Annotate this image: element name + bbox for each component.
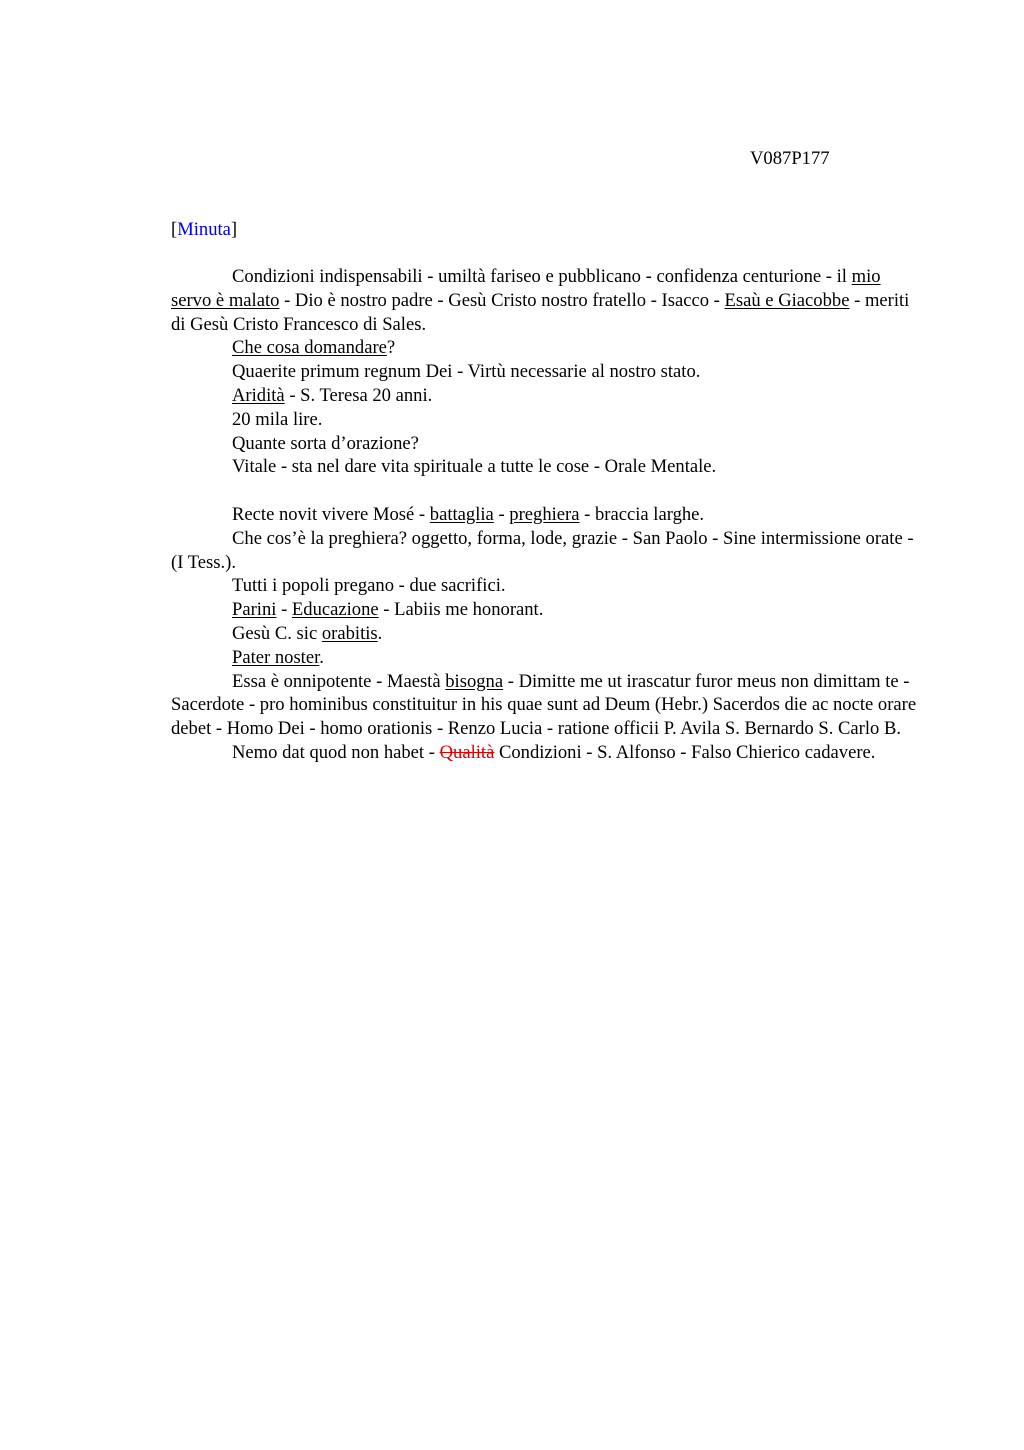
text-segment: - meriti di Gesù Cristo Francesco di Sales. xyxy=(171,289,910,335)
underlined-text: mio servo è malato xyxy=(171,266,881,311)
underlined-text: Che cosa domandare xyxy=(232,337,387,359)
text-segment: . xyxy=(377,622,383,644)
text-segment: ? xyxy=(386,337,396,359)
underlined-text: Aridità xyxy=(232,384,285,406)
text-segment: - Dio è nostro padre - Gesù Cristo nostro fratello - Isacco - xyxy=(279,289,725,311)
text-segment: Recte novit vivere Mosé - xyxy=(232,503,430,525)
text-segment: - braccia larghe. xyxy=(579,503,705,525)
text-segment: - S. Teresa 20 anni. xyxy=(284,384,433,406)
text-segment: - xyxy=(276,599,292,621)
document-body xyxy=(171,265,921,765)
line-tutti-i-popoli: Tutti i popoli pregano - due sacrifici. xyxy=(232,575,506,597)
line-quante-sorta: Quante sorta d’orazione? xyxy=(232,432,419,454)
text-segment: Condizioni - S. Alfonso - Falso Chierico cadavere. xyxy=(494,741,876,763)
paragraph-nemo-dat xyxy=(171,741,921,765)
text-segment: . xyxy=(319,646,324,668)
line-gesu-orabitis xyxy=(171,622,921,646)
line-che-cosa-domandare xyxy=(171,336,921,360)
line-20-mila-lire: 20 mila lire. xyxy=(232,408,323,430)
text-segment: Nemo dat quod non habet - xyxy=(232,741,440,763)
page-id: V087P177 xyxy=(750,148,830,169)
underlined-text: Parini xyxy=(232,599,277,621)
blank-line xyxy=(171,479,921,503)
line-pater-noster xyxy=(171,646,921,670)
text-segment: - Dimitte me ut irascatur furor meus non dimittam te - Sacerdote - pro hominibus constituitur in his quae sunt ad Deum (Hebr.) Sacerdos die ac nocte orare debet - Homo Dei - homo orationis - Renzo Lucia - ratione officii P. Avila S. Bernardo S. Carlo B. xyxy=(171,670,917,740)
underlined-text: battaglia xyxy=(429,503,494,525)
underlined-text: bisogna xyxy=(445,670,504,692)
underlined-text: Esaù e Giacobbe xyxy=(724,289,850,311)
heading-bracket-open: [ xyxy=(171,219,178,240)
struck-text: Qualità xyxy=(439,741,495,763)
heading-label: Minuta xyxy=(177,219,231,240)
line-vitale: Vitale - sta nel dare vita spirituale a tutte le cose - Orale Mentale. xyxy=(232,456,717,478)
underlined-text: orabitis xyxy=(321,622,378,644)
text-segment: Essa è onnipotente - Maestà xyxy=(232,670,446,692)
heading-bracket-close: ] xyxy=(230,219,238,240)
paragraph-condizioni xyxy=(171,265,921,336)
underlined-text: Pater noster xyxy=(232,646,320,668)
underlined-text: Educazione xyxy=(291,599,379,621)
line-aridita xyxy=(171,384,921,408)
line-recte-novit xyxy=(171,503,921,527)
text-segment: - xyxy=(493,503,510,525)
underlined-text: preghiera xyxy=(509,503,580,525)
text-segment: Gesù C. sic xyxy=(232,622,322,644)
line-quaerite: Quaerite primum regnum Dei - Virtù necessarie al nostro stato. xyxy=(232,361,701,383)
text-segment: Condizioni indispensabili - umiltà fariseo e pubblicano - confidenza centurione - il xyxy=(232,266,852,287)
paragraph-che-cose-preghiera: Che cos’è la preghiera? oggetto, forma, lode, grazie - San Paolo - Sine intermissione orate - (I Tess.). xyxy=(171,527,914,573)
paragraph-essa-onnipotente xyxy=(171,670,921,741)
heading-minuta xyxy=(171,218,237,242)
line-parini xyxy=(171,598,921,622)
text-segment: - Labiis me honorant. xyxy=(378,599,544,621)
